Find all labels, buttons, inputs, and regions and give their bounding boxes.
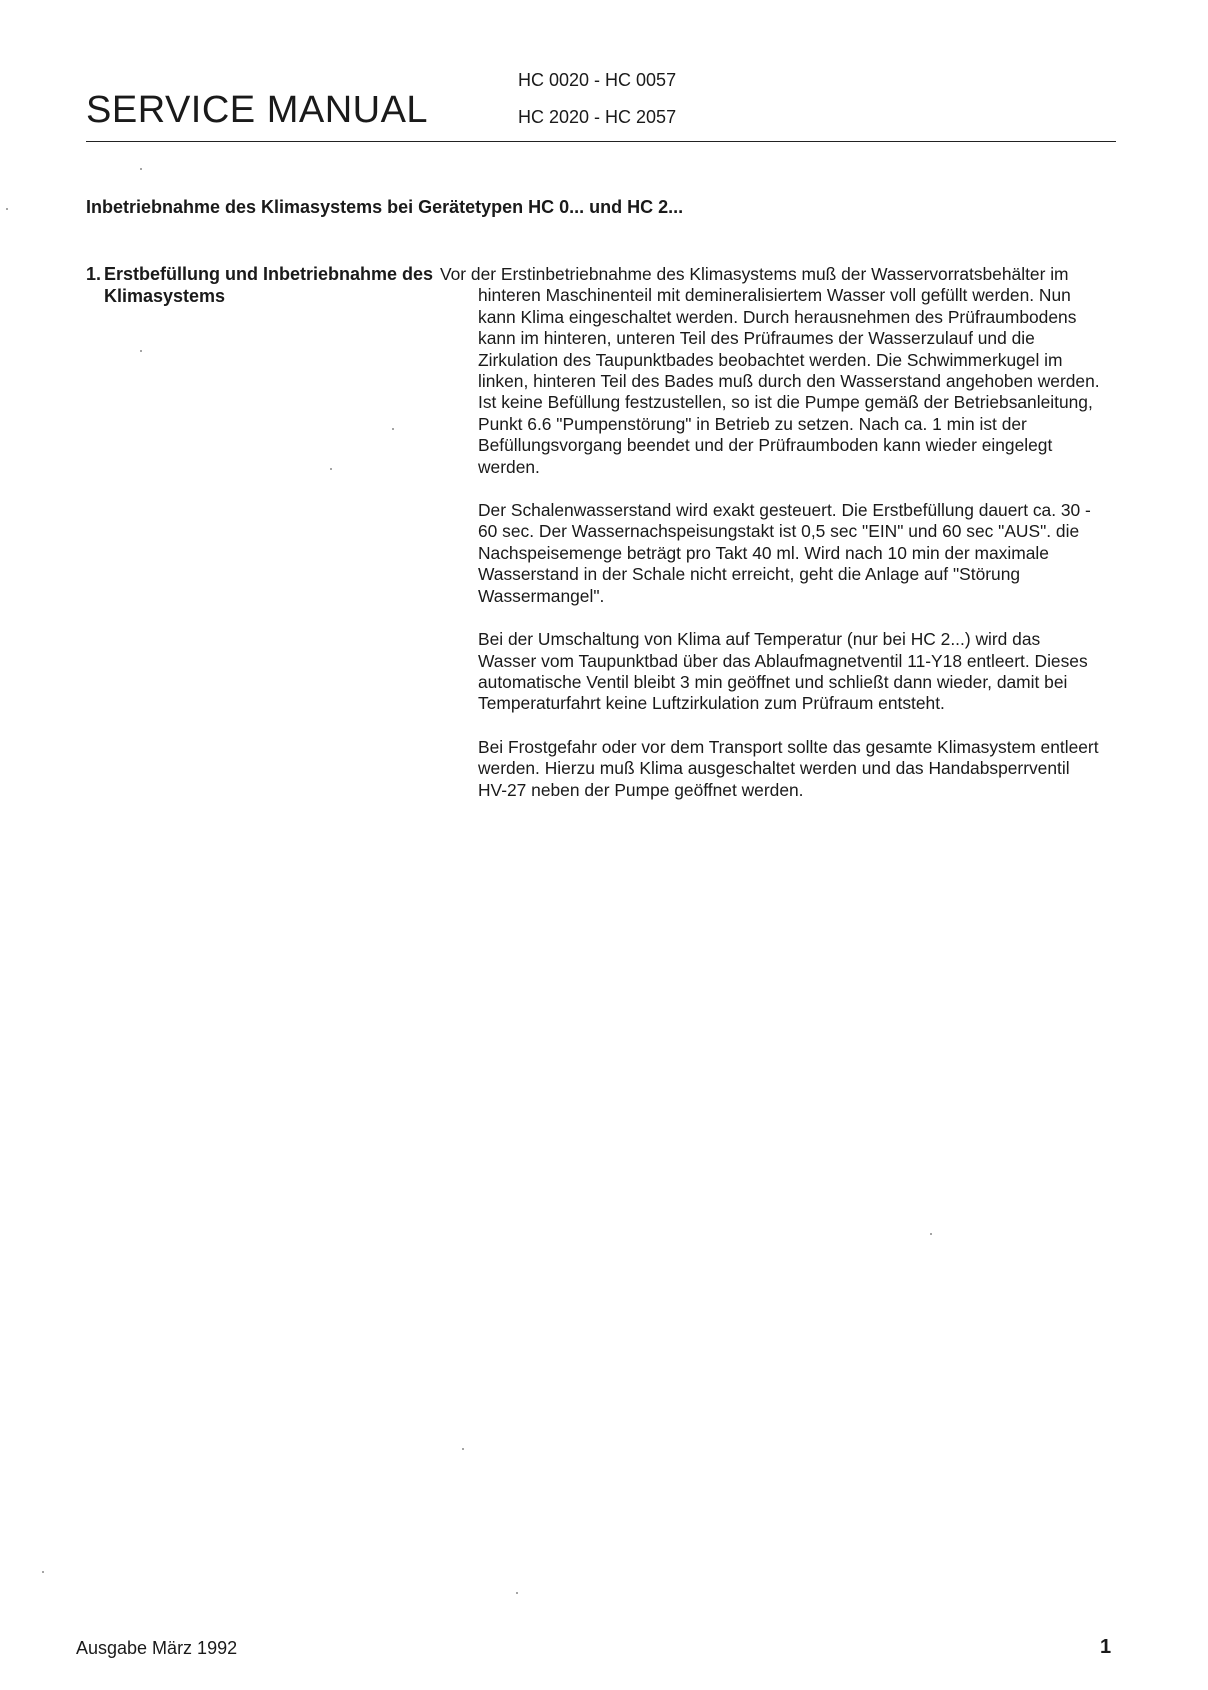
subsection-title: Erstbefüllung und Inbetriebnahme des Klimasystems	[104, 264, 434, 306]
body-paragraph-1: Vor der Erstinbetriebnahme des Klimasystems muß der Wasservorratsbehälter im hinteren Maschinenteil mit demineralisiertem Wasser voll gefüllt werden. Nun kann Klima eingeschaltet werden. Durch herausnehmen des Prüfraumbodens kann im hinteren, unteren Teil des Prüfraumes der Wasserzulauf und die Zirkulation des Taupunktbades beobachtet werden. Die Schwimmerkugel im linken, hinteren Teil des Bades muß durch den Wasserstand angehoben werden. Ist keine Befüllung festzustellen, so ist die Pumpe gemäß der Betriebsanleitung, Punkt 6.6 "Pumpenstörung" in Betrieb zu setzen. Nach ca. 1 min ist der Befüllungsvorgang beendet und der Prüfraumboden kann wieder eingelegt werden.	[440, 264, 1100, 477]
body-paragraph-3: Bei der Umschaltung von Klima auf Temperatur (nur bei HC 2...) wird das Wasser vom Taupunktbad über das Ablaufmagnetventil 11-Y18 entleert. Dieses automatische Ventil bleibt 3 min geöffnet und schließt dann wieder, damit bei Temperaturfahrt keine Luftzirkulation zum Prüfraum entsteht.	[478, 629, 1088, 714]
subsection-body	[440, 264, 1100, 823]
document-title: SERVICE MANUAL	[86, 89, 429, 131]
subsection-number: 1.	[86, 264, 102, 284]
scan-speck	[6, 208, 8, 210]
scan-speck	[42, 1571, 44, 1573]
body-paragraph-2: Der Schalenwasserstand wird exakt gesteuert. Die Erstbefüllung dauert ca. 30 - 60 sec. Der Wassernachspeisungstakt ist 0,5 sec "EIN" und 60 sec "AUS". die Nachspeisemenge beträgt pro Takt 40 ml. Wird nach 10 min der maximale Wasserstand in der Schale nicht erreicht, geht die Anlage auf "Störung Wassermangel".	[478, 500, 1091, 606]
scan-speck	[930, 1233, 932, 1235]
scan-speck	[140, 350, 142, 352]
scan-speck	[516, 1592, 518, 1594]
footer-edition: Ausgabe März 1992	[76, 1638, 238, 1658]
body-paragraph-4: Bei Frostgefahr oder vor dem Transport sollte das gesamte Klimasystem entleert werden. Hierzu muß Klima ausgeschaltet werden und das Handabsperrventil HV-27 neben der Pumpe geöffnet werden.	[478, 736, 1099, 800]
header-divider	[86, 141, 1116, 142]
scan-speck	[462, 1448, 464, 1450]
scan-speck	[140, 168, 142, 170]
section-heading: Inbetriebnahme des Klimasystems bei Gerätetypen HC 0... und HC 2...	[86, 197, 684, 217]
model-range-2: HC 2020 - HC 2057	[518, 107, 677, 127]
page-number: 1	[1100, 1636, 1112, 1658]
model-range-1: HC 0020 - HC 0057	[518, 70, 677, 90]
scan-speck	[330, 468, 332, 470]
scan-speck	[392, 428, 394, 430]
